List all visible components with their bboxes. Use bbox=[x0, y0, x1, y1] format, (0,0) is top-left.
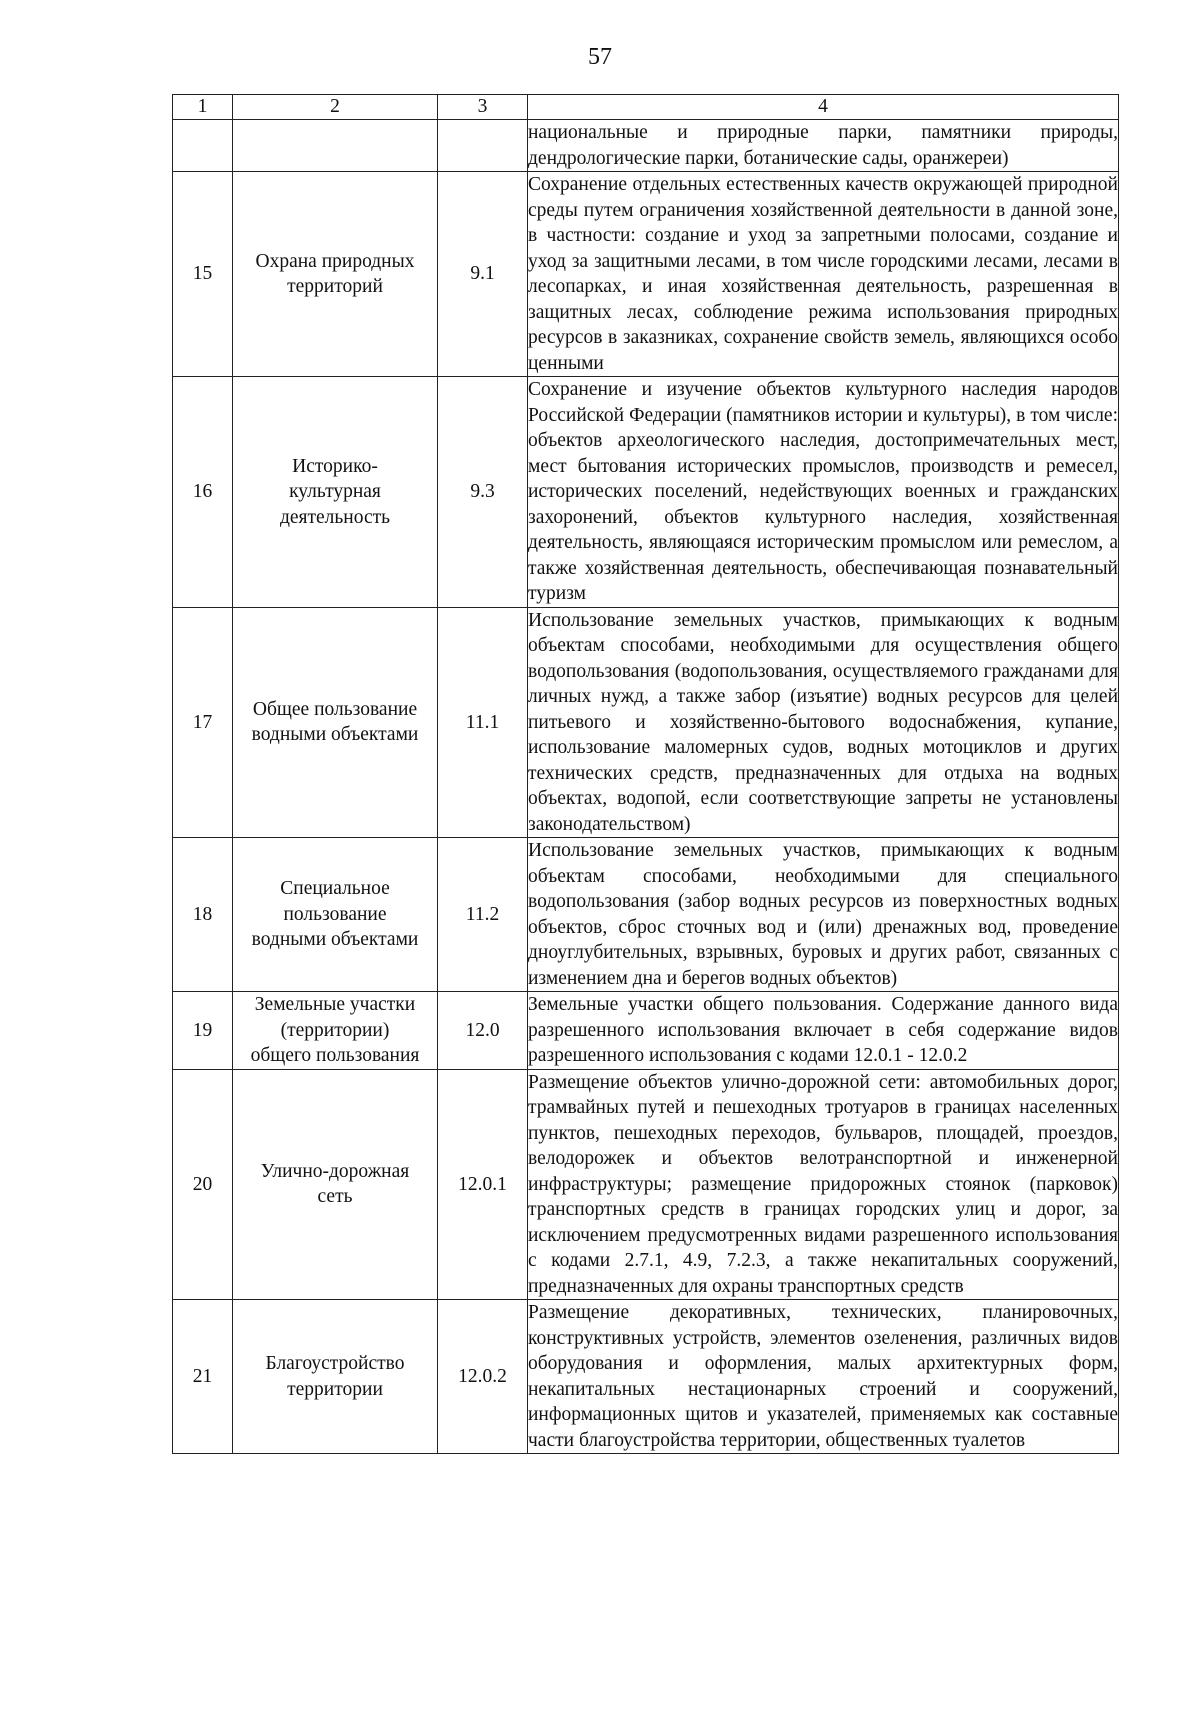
header-col-3: 3 bbox=[438, 95, 528, 120]
land-use-name bbox=[233, 838, 438, 992]
land-use-code bbox=[438, 120, 528, 172]
row-number: 18 bbox=[173, 838, 233, 992]
land-use-description: Сохранение и изучение объектов культурного наследия народов Российской Федерации (памятников истории и культуры), в том числе: объектов археологического наследия, достопримечательных мест, мест бытования исторических промыслов, производств и ремесел, исторических поселений, недействующих военных и гражданских захоронений, объектов культурного наследия, хозяйственная деятельность, являющаяся историческим промыслом или ремеслом, а также хозяйственная деятельность, обеспечивающая познавательный туризм bbox=[528, 377, 1119, 608]
row-number: 19 bbox=[173, 992, 233, 1070]
land-use-code: 11.2 bbox=[438, 838, 528, 992]
land-use-name-line: Земельные участки bbox=[254, 994, 416, 1015]
land-use-name-line: Историко- bbox=[292, 455, 378, 477]
land-use-code: 12.0 bbox=[438, 992, 528, 1070]
table-row bbox=[173, 1300, 1119, 1454]
table-row bbox=[173, 172, 1119, 377]
row-number: 15 bbox=[173, 172, 233, 377]
header-row bbox=[173, 95, 1119, 120]
land-use-name bbox=[233, 992, 438, 1070]
land-use-description: национальные и природные парки, памятники природы, дендрологические парки, ботанические сады, оранжереи) bbox=[528, 120, 1119, 172]
row-number: 16 bbox=[173, 377, 233, 608]
land-use-name-line: общего пользования bbox=[250, 1045, 420, 1066]
land-use-name bbox=[233, 377, 438, 608]
land-use-table bbox=[172, 94, 1119, 1454]
land-use-code: 9.1 bbox=[438, 172, 528, 377]
land-use-name-line: деятельность bbox=[279, 506, 391, 528]
land-use-name bbox=[233, 172, 438, 377]
land-use-name-line: территорий bbox=[287, 276, 383, 297]
page-number: 57 bbox=[588, 44, 612, 70]
land-use-name-line: культурная bbox=[289, 481, 381, 502]
land-use-name-line: пользование bbox=[283, 903, 387, 925]
land-use-description: Сохранение отдельных естественных качеств окружающей природной среды путем ограничения хозяйственной деятельности в данной зоне, в частности: создание и уход за запретными полосами, создание и уход за защитными лесами, в том числе городскими лесами, лесами в лесопарках, и иная хозяйственная деятельность, разрешенная в защитных лесах, соблюдение режима использования природных ресурсов в заказниках, сохранение свойств земель, являющихся особо ценными bbox=[528, 172, 1119, 377]
land-use-code: 12.0.1 bbox=[438, 1069, 528, 1300]
table-row bbox=[173, 838, 1119, 992]
row-number: 21 bbox=[173, 1300, 233, 1454]
land-use-name-line: водными объектами bbox=[251, 724, 419, 746]
land-use-name-line: Благоустройство bbox=[265, 1353, 405, 1374]
land-use-description: Земельные участки общего пользования. Содержание данного вида разрешенного использования включает в себя содержание видов разрешенного использования с кодами 12.0.1 - 12.0.2 bbox=[528, 992, 1119, 1070]
table-row bbox=[173, 120, 1119, 172]
land-use-name-line: территории bbox=[287, 1378, 383, 1400]
land-use-name-line: (территории) bbox=[280, 1019, 390, 1041]
land-use-name-line: водными объектами bbox=[251, 929, 419, 951]
land-use-description: Использование земельных участков, примыкающих к водным объектам способами, необходимыми для осуществления общего водопользования (водопользования, осуществляемого гражданами для личных нужд, а также забор (изъятие) водных ресурсов для целей питьевого и хозяйственно-бытового водоснабжения, купание, использование маломерных судов, водных мотоциклов и других технических средств, предназначенных для отдыха на водных объектах, водопой, если соответствующие запреты не установлены законодательством) bbox=[528, 607, 1119, 838]
table-row bbox=[173, 377, 1119, 608]
land-use-description: Размещение объектов улично-дорожной сети: автомобильных дорог, трамвайных путей и пешеходных тротуаров в границах населенных пунктов, пешеходных переходов, бульваров, площадей, проездов, велодорожек и объектов велотранспортной и инженерной инфраструктуры; размещение придорожных стоянок (парковок) транспортных средств в границах городских улиц и дорог, за исключением предусмотренных видами разрешенного использования с кодами 2.7.1, 4.9, 7.2.3, а также некапитальных сооружений, предназначенных для охраны транспортных средств bbox=[528, 1069, 1119, 1300]
land-use-code: 11.1 bbox=[438, 607, 528, 838]
land-use-code: 9.3 bbox=[438, 377, 528, 608]
header-col-2: 2 bbox=[233, 95, 438, 120]
table-row bbox=[173, 1069, 1119, 1300]
table-row bbox=[173, 992, 1119, 1070]
land-use-name bbox=[233, 607, 438, 838]
table-row bbox=[173, 607, 1119, 838]
land-use-name-line: Улично-дорожная bbox=[260, 1160, 410, 1182]
row-number bbox=[173, 120, 233, 172]
land-use-name-line: Общее пользование bbox=[252, 698, 418, 720]
header-col-1: 1 bbox=[173, 95, 233, 120]
row-number: 17 bbox=[173, 607, 233, 838]
land-use-name bbox=[233, 1069, 438, 1300]
land-use-name bbox=[233, 120, 438, 172]
land-use-name-line: Специальное bbox=[280, 878, 390, 900]
land-use-name bbox=[233, 1300, 438, 1454]
land-use-description: Использование земельных участков, примыкающих к водным объектам способами, необходимыми для специального водопользования (забор водных ресурсов из поверхностных водных объектов, сброс сточных вод и (или) дренажных вод, проведение дноуглубительных, взрывных, буровых и других работ, связанных с изменением дна и берегов водных объектов) bbox=[528, 838, 1119, 992]
header-col-4: 4 bbox=[528, 95, 1119, 120]
land-use-code: 12.0.2 bbox=[438, 1300, 528, 1454]
land-use-name-line: Охрана природных bbox=[255, 250, 415, 272]
land-use-description: Размещение декоративных, технических, планировочных, конструктивных устройств, элементов озеленения, различных видов оборудования и оформления, малых архитектурных форм, некапитальных нестационарных строений и сооружений, информационных щитов и указателей, применяемых как составные части благоустройства территории, общественных туалетов bbox=[528, 1300, 1119, 1454]
land-use-name-line: сеть bbox=[317, 1186, 353, 1208]
row-number: 20 bbox=[173, 1069, 233, 1300]
